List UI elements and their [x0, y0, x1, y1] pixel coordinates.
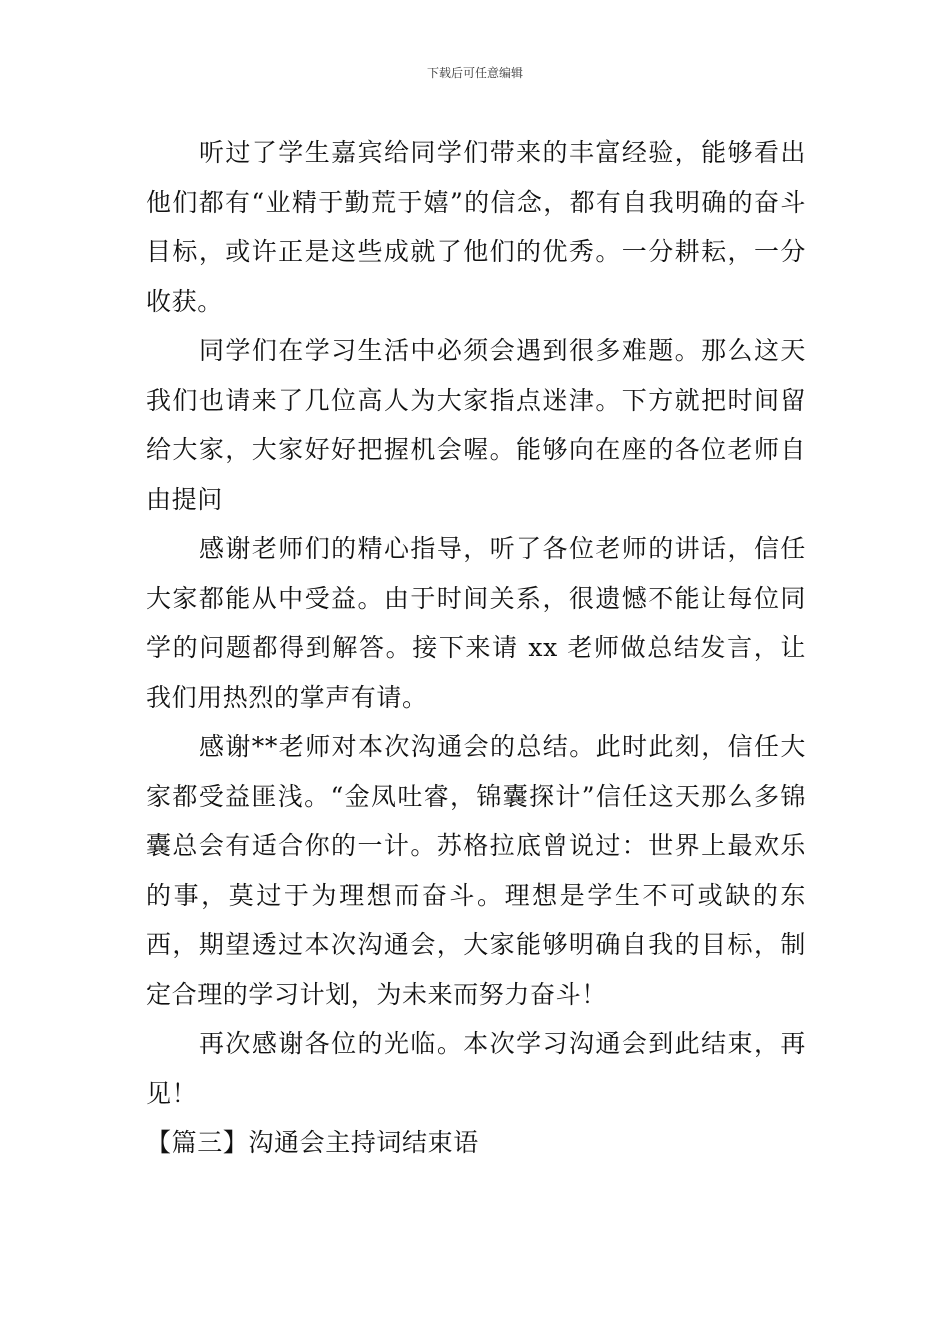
paragraph-5: 再次感谢各位的光临。本次学习沟通会到此结束，再见！ [146, 1029, 806, 1108]
paragraph-4: 感谢**老师对本次沟通会的总结。此时此刻，信任大家都受益匪浅。“金凤吐睿，锦囊探计”信任这天那么多锦囊总会有适合你的一计。苏格拉底曾说过：世界上最欢乐的事，莫过于为理想而奋斗。理想是学生不可或缺的东西，期望透过本次沟通会，大家能够明确自我的目标，制定合理的学习计划，为未来而努力奋斗！ [146, 732, 806, 1009]
paragraph-2: 同学们在学习生活中必须会遇到很多难题。那么这天我们也请来了几位高人为大家指点迷津。下方就把时间留给大家，大家好好把握机会喔。能够向在座的各位老师自由提问 [146, 336, 806, 514]
page-header: 下载后可任意编辑 [426, 66, 523, 80]
paragraph-1: 听过了学生嘉宾给同学们带来的丰富经验，能够看出他们都有“业精于勤荒于嬉”的信念，都有自我明确的奋斗目标，或许正是这些成就了他们的优秀。一分耕耘，一分收获。 [146, 138, 806, 316]
document-body [146, 128, 806, 1168]
paragraph-3: 感谢老师们的精心指导，听了各位老师的讲话，信任大家都能从中受益。由于时间关系，很遗憾不能让每位同学的问题都得到解答。接下来请 xx 老师做总结发言，让我们用热烈的掌声有请。 [146, 534, 806, 712]
section-heading: 【篇三】沟通会主持词结束语 [146, 1128, 479, 1157]
